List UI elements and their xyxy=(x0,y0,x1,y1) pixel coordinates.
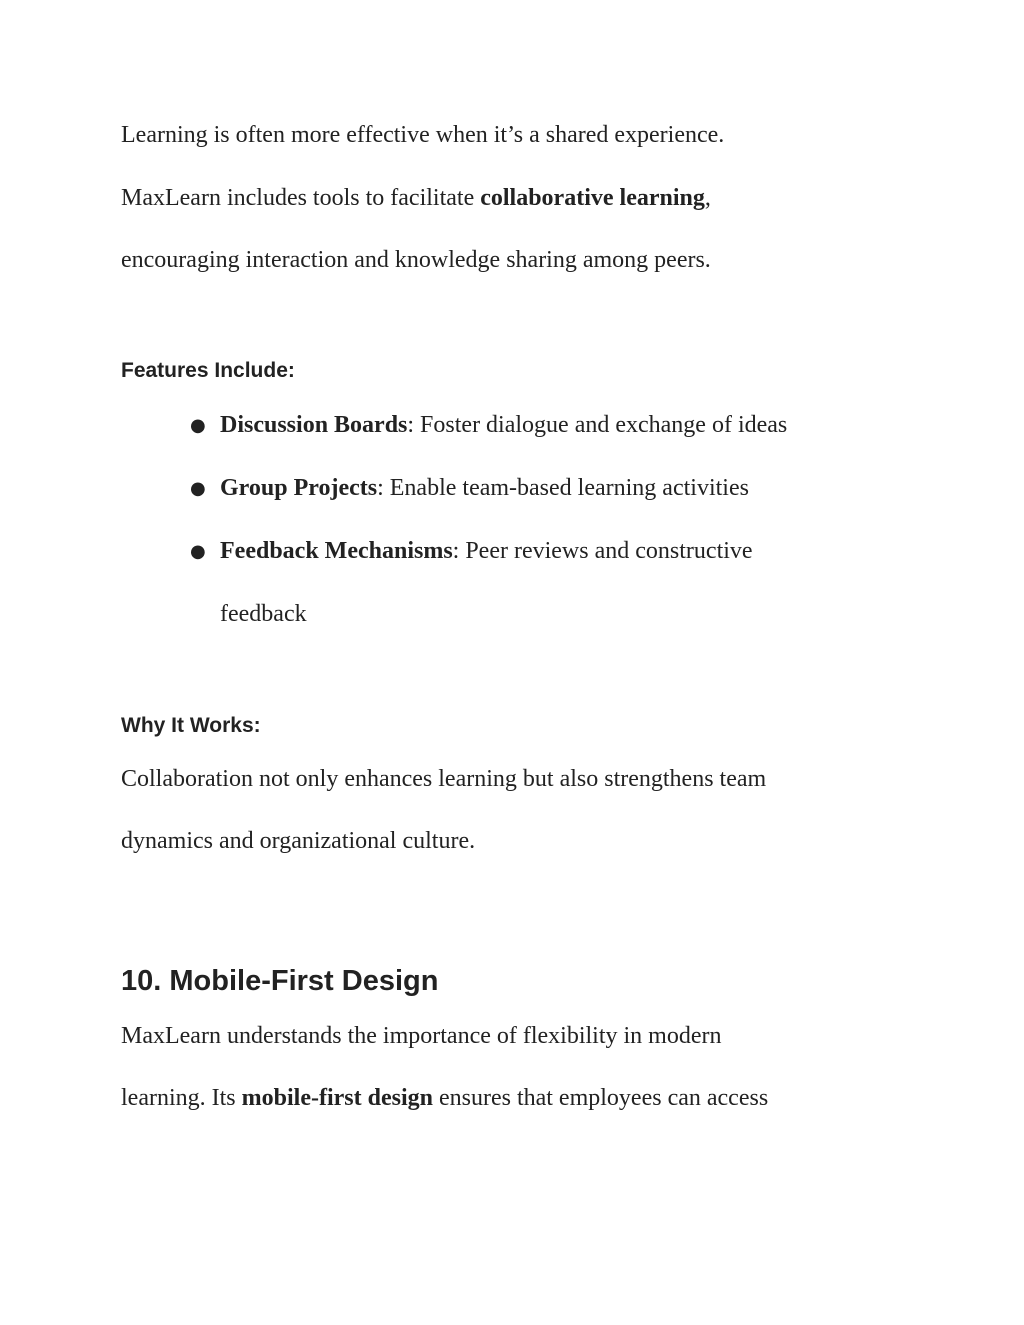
list-item-text xyxy=(220,410,787,440)
bullet-icon: ● xyxy=(190,415,206,436)
list-item-desc: : Peer reviews and constructive xyxy=(452,538,753,564)
bullet-icon: ● xyxy=(190,541,206,562)
list-item-desc: : Enable team-based learning activities xyxy=(377,475,749,501)
intro-text-1: Learning is often more effective when it’s a shared experience. xyxy=(121,122,725,148)
section-line-2 xyxy=(121,1083,768,1113)
intro-line-1 xyxy=(121,120,724,150)
intro-bold-term: collaborative learning xyxy=(480,185,705,211)
list-item-term: Feedback Mechanisms xyxy=(220,538,453,564)
why-line-1 xyxy=(121,764,766,794)
section-heading: 10. Mobile-First Design xyxy=(121,965,439,997)
why-text-2: dynamics and organizational culture. xyxy=(121,828,476,854)
section-text-1: MaxLearn understands the importance of flexibility in modern xyxy=(121,1023,722,1049)
list-item-text xyxy=(220,536,753,566)
why-line-2 xyxy=(121,826,475,856)
features-heading: Features Include: xyxy=(121,359,295,382)
list-item-text xyxy=(220,473,749,503)
why-heading: Why It Works: xyxy=(121,714,261,737)
section-text-2-post: ensures that employees can access xyxy=(432,1085,769,1111)
why-text-1: Collaboration not only enhances learning but also strengthens team xyxy=(121,766,767,792)
list-item-desc-continued: feedback xyxy=(220,601,307,627)
list-item-text-continued xyxy=(220,599,307,629)
section-bold-term: mobile-first design xyxy=(241,1085,433,1111)
section-line-1 xyxy=(121,1021,722,1051)
intro-text-2-pre: MaxLearn includes tools to facilitate xyxy=(121,185,481,211)
bullet-icon: ● xyxy=(190,478,206,499)
intro-line-3 xyxy=(121,245,711,275)
list-item-term: Discussion Boards xyxy=(220,412,408,438)
intro-text-3: encouraging interaction and knowledge sharing among peers. xyxy=(121,247,711,273)
list-item-desc: : Foster dialogue and exchange of ideas xyxy=(407,412,788,438)
list-item-term: Group Projects xyxy=(220,475,378,501)
intro-line-2 xyxy=(121,183,711,213)
intro-text-2-post: , xyxy=(704,185,711,211)
section-text-2-pre: learning. Its xyxy=(121,1085,242,1111)
